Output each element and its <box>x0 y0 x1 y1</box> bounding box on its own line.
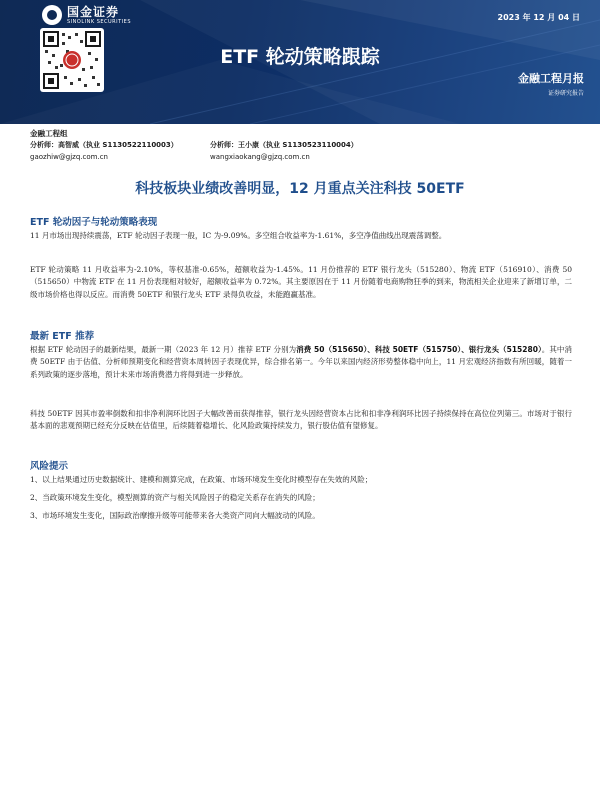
company-logo <box>42 5 131 25</box>
report-type: 金融工程月报 <box>518 72 584 85</box>
report-series-title: ETF 轮动策略跟踪 <box>220 46 380 68</box>
report-date: 2023 年 12 月 04 日 <box>497 13 580 22</box>
section-title-etf-rotation: ETF 轮动因子与轮动策略表现 <box>30 217 158 228</box>
report-banner <box>0 0 600 124</box>
analyst-2-email[interactable]: wangxiaokang@gjzq.com.cn <box>210 153 310 161</box>
section-title-risk: 风险提示 <box>30 461 69 472</box>
report-headline: 科技板块业绩改善明显，12 月重点关注科技 50ETF <box>135 181 465 197</box>
paragraph-market-summary: 11 月市场出现持续震荡，ETF 轮动因子表现一般，IC 为-9.09%。多空组合收益率为-1.61%，多空净值曲线出现震荡调整。 <box>30 231 447 240</box>
analyst-1 <box>30 139 178 163</box>
analyst-1-name: 分析师：高智威（执业 S1130522110003） <box>30 141 178 149</box>
paragraph-recommendation <box>30 344 572 381</box>
risk-item: 2、当政策环境发生变化，模型测算的资产与相关风险因子的稳定关系存在消失的风险； <box>30 493 320 502</box>
research-group: 金融工程组 <box>30 129 68 138</box>
logo-name-en: SINOLINK SECURITIES <box>67 18 131 25</box>
report-category: 证券研究报告 <box>547 90 584 97</box>
logo-mark-icon <box>42 5 62 25</box>
analyst-2-name: 分析师：王小康（执业 S1130523110004） <box>210 141 358 149</box>
recommendation-detail: 。其中消费 50ETF 由于估值、分析师预期变化和经营资本周转因子表现优异，综合排名第一。今年以来国内经济形势整体稳中向上，11 月宏观经济指数有所回暖，随着一系列政策的逐步落地，预计未来市场消费潜力将得到进一步释放。 <box>30 345 572 379</box>
logo-name-cn: 国金证券 <box>67 4 120 19</box>
risk-item: 1、以上结果通过历史数据统计、建模和测算完成，在政策、市场环境发生变化时模型存在失效的风险； <box>30 475 373 484</box>
paragraph-strategy-performance: ETF 轮动策略 11 月收益率为-2.10%，等权基准-0.65%，超额收益为-1.45%。11 月份推荐的 ETF 银行龙头（515280）、物流 ETF（516910）、消费 50（515650）中物流 ETF 在 11 月份表现相对较好，超额收益率为 0.72%。其主要原因在于 11 月份随着电商购物狂季的到来，物流相关企业迎来了新增订单，二级市场价格也得以反应。而消费 50ETF 和银行龙头 ETF 录得负收益，未能跑赢基准。 <box>30 265 572 299</box>
analyst-1-email[interactable]: gaozhiw@gjzq.com.cn <box>30 153 108 161</box>
paragraph-tech-bank-reason: 科技 50ETF 因其市盈率倒数和扣非净利润环比因子大幅改善而获得推荐，银行龙头因经营资本占比和扣非净利润环比因子持续保持在高位位列第三。市场对于银行基本面的悲观预期已经充分反映在估值里，后续随着稳增长、化风险政策持续发力，银行股估值有望修复。 <box>30 409 572 431</box>
section-title-recommendation: 最新 ETF 推荐 <box>30 331 95 342</box>
recommendation-intro: 根据 ETF 轮动因子的最新结果，最新一期（2023 年 12 月）推荐 ETF 分别为 <box>30 345 297 354</box>
recommended-etfs: 消费 50（515650）、科技 50ETF（515750）、银行龙头（515280） <box>296 345 542 354</box>
analyst-2 <box>210 139 358 163</box>
risk-item: 3、市场环境发生变化，国际政治摩擦升级等可能带来各大类资产同向大幅波动的风险。 <box>30 511 320 520</box>
